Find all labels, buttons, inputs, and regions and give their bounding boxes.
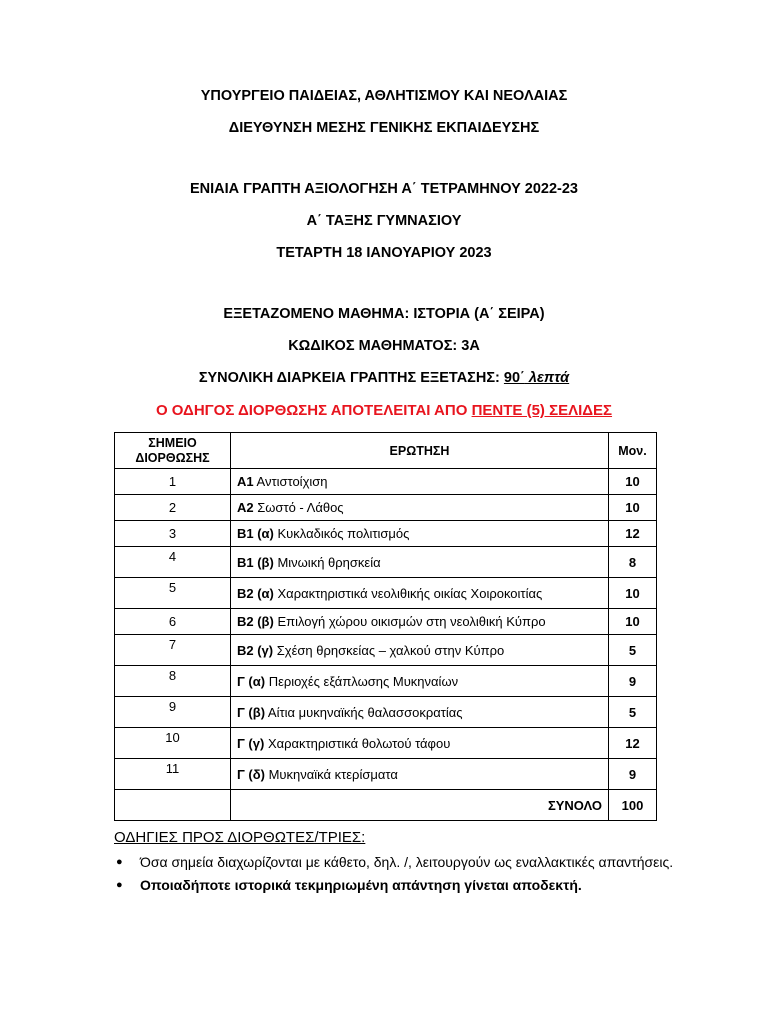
guide-pages-prefix: Ο ΟΔΗΓΟΣ ΔΙΟΡΘΩΣΗΣ ΑΠΟΤΕΛΕΙΤΑΙ ΑΠΟ: [155, 402, 472, 419]
row-point-number: 9: [115, 697, 231, 728]
row-marks: 9: [609, 666, 657, 697]
row-point-number: 10: [115, 728, 231, 759]
row-marks: 12: [609, 521, 657, 547]
row-marks: 5: [609, 635, 657, 666]
row-marks: 9: [609, 759, 657, 790]
grade-title: Α΄ ΤΑΞΗΣ ΓΥΜΝΑΣΙΟΥ: [306, 213, 462, 229]
table-row: [115, 635, 657, 666]
duration-label: ΣΥΝΟΛΙΚΗ ΔΙΑΡΚΕΙΑ ΓΡΑΠΤΗΣ ΕΞΕΤΑΣΗΣ:: [198, 370, 504, 386]
row-question: [231, 521, 609, 547]
list-item: ● Όσα σημεία διαχωρίζονται με κάθετο, δηλ. /, λειτουργούν ως εναλλακτικές απαντήσεις.: [114, 852, 674, 873]
row-question: [231, 578, 609, 609]
row-marks: 10: [609, 578, 657, 609]
question-code: Γ (α): [237, 673, 266, 689]
ministry-title: ΥΠΟΥΡΓΕΙΟ ΠΑΙΔΕΙΑΣ, ΑΘΛΗΤΙΣΜΟΥ ΚΑΙ ΝΕΟΛΑΙΑΣ: [200, 88, 568, 104]
row-question: [231, 666, 609, 697]
table-row: [115, 469, 657, 495]
question-code: Γ (δ): [237, 766, 265, 782]
table-row: [115, 697, 657, 728]
total-value: 100: [609, 790, 657, 821]
row-point-number: 8: [115, 666, 231, 697]
bullet-icon: ●: [116, 879, 123, 891]
row-point-number: 7: [115, 635, 231, 666]
exam-date: ΤΕΤΑΡΤΗ 18 ΙΑΝΟΥΑΡΙΟΥ 2023: [276, 245, 492, 261]
question-code: Β2 (α): [237, 585, 274, 601]
total-empty-cell: [115, 790, 231, 821]
question-code: Γ (β): [237, 704, 266, 720]
row-question: [231, 635, 609, 666]
question-text: Μυκηναϊκά κτερίσματα: [264, 766, 398, 782]
total-label: ΣΥΝΟΛΟ: [231, 790, 609, 821]
table-header-row: [115, 433, 657, 469]
table-row: [115, 609, 657, 635]
duration-value: 90΄: [503, 370, 525, 386]
row-question: [231, 469, 609, 495]
table-row: [115, 578, 657, 609]
row-marks: 10: [609, 609, 657, 635]
row-marks: 5: [609, 697, 657, 728]
question-text: Κυκλαδικός πολιτισμός: [273, 526, 410, 541]
bullet-icon: ●: [116, 856, 123, 868]
table-row: [115, 547, 657, 578]
row-point-number: 11: [115, 759, 231, 790]
row-marks: 12: [609, 728, 657, 759]
question-text: Χαρακτηριστικά θολωτού τάφου: [264, 735, 451, 751]
list-item: ● Οποιαδήποτε ιστορικά τεκμηριωμένη απάντηση γίνεται αποδεκτή.: [114, 875, 674, 896]
col-header-point: ΣΗΜΕΙΟ ΔΙΟΡΘΩΣΗΣ: [115, 433, 231, 469]
row-question: [231, 697, 609, 728]
guide-pages-count: ΠΕΝΤΕ (5) ΣΕΛΙΔΕΣ: [471, 402, 613, 419]
question-text: Χαρακτηριστικά νεολιθικής οικίας Χοιροκοιτίας: [273, 585, 543, 601]
course-code: ΚΩΔΙΚΟΣ ΜΑΘΗΜΑΤΟΣ: 3Α: [288, 338, 480, 354]
row-question: [231, 728, 609, 759]
question-code: Β1 (β): [237, 554, 274, 570]
directorate-title: ΔΙΕΥΘΥΝΣΗ ΜΕΣΗΣ ΓΕΝΙΚΗΣ ΕΚΠΑΙΔΕΥΣΗΣ: [228, 120, 540, 136]
row-question: [231, 547, 609, 578]
question-code: Γ (γ): [237, 735, 265, 751]
guide-pages-notice: [0, 402, 768, 419]
row-point-number: 6: [115, 609, 231, 635]
row-question: [231, 759, 609, 790]
table-row: [115, 728, 657, 759]
row-point-number: 3: [115, 521, 231, 547]
question-text: Αίτια μυκηναϊκής θαλασσοκρατίας: [265, 704, 463, 720]
question-code: Β2 (β): [237, 614, 274, 629]
duration-line: [0, 370, 768, 386]
row-point-number: 4: [115, 547, 231, 578]
question-text: Σωστό - Λάθος: [253, 500, 344, 515]
duration-unit: λεπτά: [524, 370, 570, 386]
subject-line: ΕΞΕΤΑΖΟΜΕΝΟ ΜΑΘΗΜΑ: ΙΣΤΟΡΙΑ (Α΄ ΣΕΙΡΑ): [223, 306, 545, 322]
table-row: [115, 521, 657, 547]
table-row: [115, 495, 657, 521]
row-point-number: 5: [115, 578, 231, 609]
row-marks: 10: [609, 495, 657, 521]
question-text: Σχέση θρησκείας – χαλκού στην Κύπρο: [273, 642, 505, 658]
table-row: [115, 759, 657, 790]
question-code: Β2 (γ): [237, 642, 274, 658]
row-question: [231, 495, 609, 521]
question-text: Μινωική θρησκεία: [273, 554, 381, 570]
question-code: Β1 (α): [237, 526, 274, 541]
row-question: [231, 609, 609, 635]
question-text: Περιοχές εξάπλωσης Μυκηναίων: [265, 673, 459, 689]
exam-title: ΕΝΙΑΙΑ ΓΡΑΠΤΗ ΑΞΙΟΛΟΓΗΣΗ Α΄ ΤΕΤΡΑΜΗΝΟΥ 2022-23: [190, 181, 578, 197]
question-text: Επιλογή χώρου οικισμών στη νεολιθική Κύπρο: [273, 614, 546, 629]
row-marks: 10: [609, 469, 657, 495]
row-marks: 8: [609, 547, 657, 578]
question-code: Α1: [237, 474, 254, 489]
notes-title: ΟΔΗΓΙΕΣ ΠΡΟΣ ΔΙΟΡΘΩΤΕΣ/ΤΡΙΕΣ:: [114, 829, 366, 846]
question-code: Α2: [237, 500, 254, 515]
marking-table: [114, 432, 657, 821]
question-text: Αντιστοίχιση: [253, 474, 328, 489]
notes-list: [114, 852, 674, 896]
col-header-question: ΕΡΩΤΗΣΗ: [231, 433, 609, 469]
table-row: [115, 666, 657, 697]
col-header-marks: Μον.: [609, 433, 657, 469]
row-point-number: 1: [115, 469, 231, 495]
total-row: [115, 790, 657, 821]
row-point-number: 2: [115, 495, 231, 521]
